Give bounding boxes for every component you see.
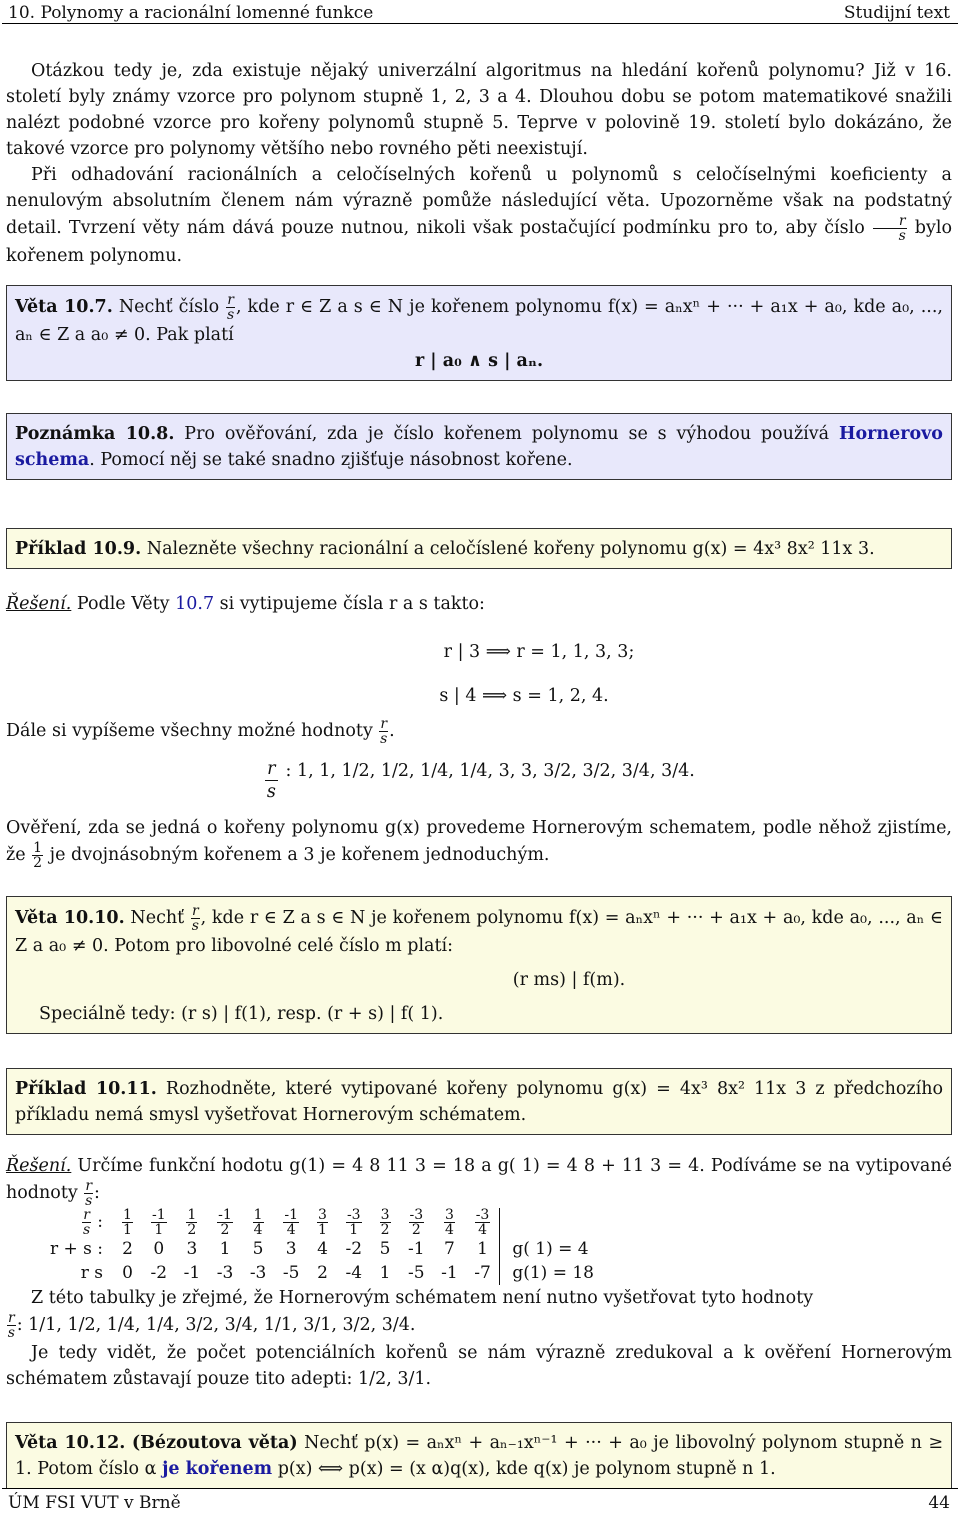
- table-cell: [142, 1208, 176, 1237]
- theorem-name: (Bézoutova věta): [131, 1433, 298, 1453]
- table-cell: 1: [477, 1239, 488, 1259]
- fraction-r-s: $\frac{r}{s}$: [191, 903, 199, 934]
- fraction-r-s: $\frac{r}{s}$: [226, 292, 235, 323]
- fraction-r-s: $\frac{r}{s}$: [7, 1310, 15, 1341]
- equation-r: r | 3 ⟹ r = 1, 1, 3, 3;: [443, 642, 635, 662]
- header-doc-type: Studijní text: [843, 3, 950, 23]
- table-cell: 3: [285, 1239, 297, 1259]
- footer-rule: [2, 1488, 958, 1489]
- special-case: Speciálně tedy: (r s) | f(1), resp. (r + s) | f( 1).: [39, 1004, 444, 1024]
- table-cell: -1: [441, 1263, 458, 1283]
- table-fraction: $\frac{1}{1}$: [123, 1207, 132, 1238]
- table-cell: -3: [249, 1263, 267, 1283]
- table-row: [42, 1237, 602, 1261]
- intro-paragraph-2: Při odhadování racionálních a celočíselných kořenů u polynomů s celočíselnými koeficienty a nenulovým absolutním členem nám výrazně pomůže následující věta. Upozorněme však na podstatný detail. Tvrzení věty nám dává pouze nutnou, nikoli však postačující podmínku pro to, aby číslo $\frac{r}{s}$ bylo kořenem polynomu.: [6, 165, 952, 266]
- table-cell: [400, 1208, 434, 1237]
- theorem-10-7: Věta 10.7. Nechť číslo $\frac{r}{s}$ , kde r ∈ Z a s ∈ N je kořenem polynomu f(x) = aₙxⁿ + ··· + a₁x + a₀, kde a₀, ..., aₙ ∈ Z a a₀ ≠ 0. Pak platí r | a₀ ∧ s | aₙ.: [6, 285, 952, 381]
- theorem-label: Věta 10.7.: [15, 297, 113, 317]
- table-fraction: $\frac{1}{2}$: [187, 1207, 197, 1238]
- intro-paragraph-1: Otázkou tedy je, zda existuje nějaký univerzální algoritmus na hledání kořenů polynomu? Již v 16. století byly známy vzorce pro polynom stupně 1, 2, 3 a 4. Dlouhou dobu se potom matematikové snažili nalézt podobné vzorce pro kořeny polynomů stupně 5. Teprve v polovině 19. století bylo dokázáno, že takové vzorce pro polynomy většího nebo rovného pěti neexistují.: [6, 61, 952, 159]
- table-cell: 0: [153, 1239, 165, 1259]
- table-cell: 3: [186, 1239, 198, 1259]
- fraction-r-s: r s: [266, 759, 276, 802]
- table-cell: [337, 1208, 371, 1237]
- table-cell: [176, 1208, 209, 1237]
- conclusion-list: $\frac{r}{s}$ : 1/1, 1/2, 1/4, 1/4, 3/2, 3/4, 1/1, 3/1, 3/2, 3/4.: [7, 1310, 416, 1341]
- horner-schema-link[interactable]: Hornerovo schema: [15, 424, 943, 470]
- table-cell: [274, 1208, 308, 1237]
- example-10-11: Příklad 10.11. Rozhodněte, které vytipované kořeny polynomu g(x) = 4x³ 8x² 11x 3 z předchozího příkladu nemá smysl vyšetřovat Hornerovým schématem.: [6, 1068, 952, 1135]
- fraction-r-s: $\frac{r}{s}$: [380, 716, 388, 747]
- table-cell: 0: [122, 1263, 133, 1283]
- equation-s: s | 4 ⟹ s = 1, 2, 4.: [439, 686, 609, 706]
- table-row-label: r + s :: [50, 1239, 104, 1259]
- table-fraction: $\frac{3}{1}$: [318, 1207, 327, 1238]
- solution-label: Řešení.: [6, 1156, 72, 1176]
- theorem-10-10: Věta 10.10. Nechť $\frac{r}{s}$ , kde r ∈ Z a s ∈ N je kořenem polynomu f(x) = aₙxⁿ + ··· + a₁x + a₀, kde a₀, ..., aₙ ∈ Z a a₀ ≠ 0. Potom pro libovolné celé číslo m platí: (r ms) | f(m). Speciálně tedy: (r s) | f(1), resp. (r + s) | f( 1).: [6, 896, 952, 1034]
- fraction-minus-one-half: $\frac{1}{2}$: [33, 840, 43, 871]
- running-header: [8, 0, 950, 22]
- table-cell: [208, 1208, 242, 1237]
- table-cell: -2: [150, 1263, 168, 1283]
- table-fraction: $\frac{1}{4}$: [253, 1207, 263, 1238]
- theorem-label: Věta 10.12.: [15, 1433, 126, 1453]
- conclusion-1: Z této tabulky je zřejmé, že Hornerovým schématem není nutno vyšetřovat tyto hodnoty: [31, 1288, 814, 1308]
- table-cell: 5: [252, 1239, 264, 1259]
- theorem-10-12: Věta 10.12. (Bézoutova věta) Nechť p(x) = aₙxⁿ + aₙ₋₁xⁿ⁻¹ + ··· + a₀ je libovolný polynom stupně n ≥ 1. Potom číslo α je kořenem p(x) ⟺ p(x) = (x α)q(x), kde q(x) je polynom stupně n 1.: [6, 1422, 952, 1489]
- verification-sentence: Ověření, zda se jedná o kořeny polynomu g(x) provedeme Hornerovým schematem, podle něhož zjistíme, že $\frac{1}{2}$ je dvojnásobným kořenem a 3 je kořenem jednoduchým.: [6, 818, 952, 871]
- theorem-formula: r | a₀ ∧ s | aₙ.: [414, 351, 544, 371]
- page-number: 44: [928, 1493, 950, 1513]
- is-root-link[interactable]: je kořenem: [162, 1459, 273, 1479]
- theorem-ref-link[interactable]: 10.7: [175, 594, 215, 614]
- table-cell: 2: [317, 1263, 328, 1283]
- solution-label: Řešení.: [6, 594, 72, 614]
- table-cell: 2: [122, 1239, 133, 1259]
- table-side-value: [500, 1208, 602, 1237]
- table-fraction: $\frac{-3}{4}$: [475, 1207, 490, 1238]
- table-fraction: $\frac{3}{4}$: [444, 1207, 454, 1238]
- table-cell: [466, 1208, 500, 1237]
- table-cell: -4: [345, 1263, 363, 1283]
- fraction-r-s: $\frac{r}{s}$: [82, 1207, 91, 1238]
- table-fraction: $\frac{-1}{1}$: [151, 1207, 166, 1238]
- table-cell: 1: [379, 1263, 391, 1283]
- table-cell: [308, 1208, 337, 1237]
- theorem-label: Věta 10.10.: [15, 908, 125, 928]
- table-fraction: $\frac{-3}{1}$: [346, 1207, 361, 1238]
- example-label: Příklad 10.11.: [15, 1079, 157, 1099]
- table-cell: -5: [408, 1263, 425, 1283]
- table-cell: -2: [345, 1239, 363, 1259]
- table-cell: 1: [219, 1239, 231, 1259]
- table-cell: -1: [183, 1263, 201, 1283]
- table-cell: [371, 1208, 400, 1237]
- table-cell: -5: [282, 1263, 300, 1283]
- table-side-value: g( 1) = 4: [500, 1237, 602, 1261]
- conclusion-2: Je tedy vidět, že počet potenciálních kořenů se nám výrazně zredukoval a k ověření Hornerovým schématem zůstavají pouze tito adepti: 1/2, 3/1.: [6, 1343, 952, 1389]
- table-cell: -3: [216, 1263, 234, 1283]
- candidate-table: [42, 1208, 602, 1285]
- example-label: Příklad 10.9.: [15, 539, 142, 559]
- table-side-value: g(1) = 18: [500, 1261, 602, 1285]
- theorem-formula: (r ms) | f(m).: [512, 970, 626, 990]
- table-cell: -7: [474, 1263, 491, 1283]
- example-10-9: Příklad 10.9. Nalezněte všechny racionální a celočíslené kořeny polynomu g(x) = 4x³ 8x² 11x 3.: [6, 528, 952, 569]
- solution-2: Řešení. Určíme funkční hodotu g(1) = 4 8 11 3 = 18 a g( 1) = 4 8 + 11 3 = 4. Podíváme se na vytipované hodnoty $\frac{r}{s}$ :: [6, 1156, 952, 1209]
- table-cell: [433, 1208, 466, 1237]
- table-cell: -1: [408, 1239, 425, 1259]
- table-cell: [113, 1208, 142, 1237]
- header-rule: [2, 23, 958, 24]
- remark-label: Poznámka 10.8.: [15, 424, 175, 444]
- table-row: [42, 1208, 602, 1237]
- candidates-line: r s : 1, 1, 1/2, 1/2, 1/4, 1/4, 3, 3, 3/2, 3/2, 3/4, 3/4.: [266, 759, 695, 802]
- content: [6, 58, 952, 1489]
- footer-institution: ÚM FSI VUT v Brně: [8, 1493, 181, 1513]
- table-row: [42, 1261, 602, 1285]
- table-row-label: r s: [80, 1263, 104, 1283]
- table-cell: 4: [317, 1239, 328, 1259]
- listing-sentence: Dále si vypíšeme všechny možné hodnoty $\frac{r}{s}$ .: [6, 716, 395, 747]
- header-chapter: 10. Polynomy a racionální lomenné funkce: [8, 3, 374, 23]
- table-cell: 7: [444, 1239, 455, 1259]
- table-cell: 5: [379, 1239, 391, 1259]
- table-fraction: $\frac{-3}{2}$: [409, 1207, 424, 1238]
- solution-1: Řešení. Podle Věty 10.7 si vytipujeme čísla r a s takto:: [6, 594, 485, 614]
- table-fraction: $\frac{-1}{2}$: [218, 1207, 232, 1238]
- table-fraction: $\frac{-1}{4}$: [284, 1207, 299, 1238]
- table-row-label: $\frac{r}{s}$ :: [82, 1207, 104, 1238]
- table-fraction: $\frac{3}{2}$: [380, 1207, 390, 1238]
- remark-10-8: Poznámka 10.8. Pro ověřování, zda je číslo kořenem polynomu se s výhodou používá Hornerovo schema. Pomocí něj se také snadno zjišťuje násobnost kořene.: [6, 413, 952, 480]
- table-cell: [242, 1208, 275, 1237]
- fraction-r-s: $\frac{r}{s}$: [873, 214, 907, 243]
- fraction-r-s: $\frac{r}{s}$: [85, 1178, 93, 1209]
- running-footer: [8, 1490, 950, 1516]
